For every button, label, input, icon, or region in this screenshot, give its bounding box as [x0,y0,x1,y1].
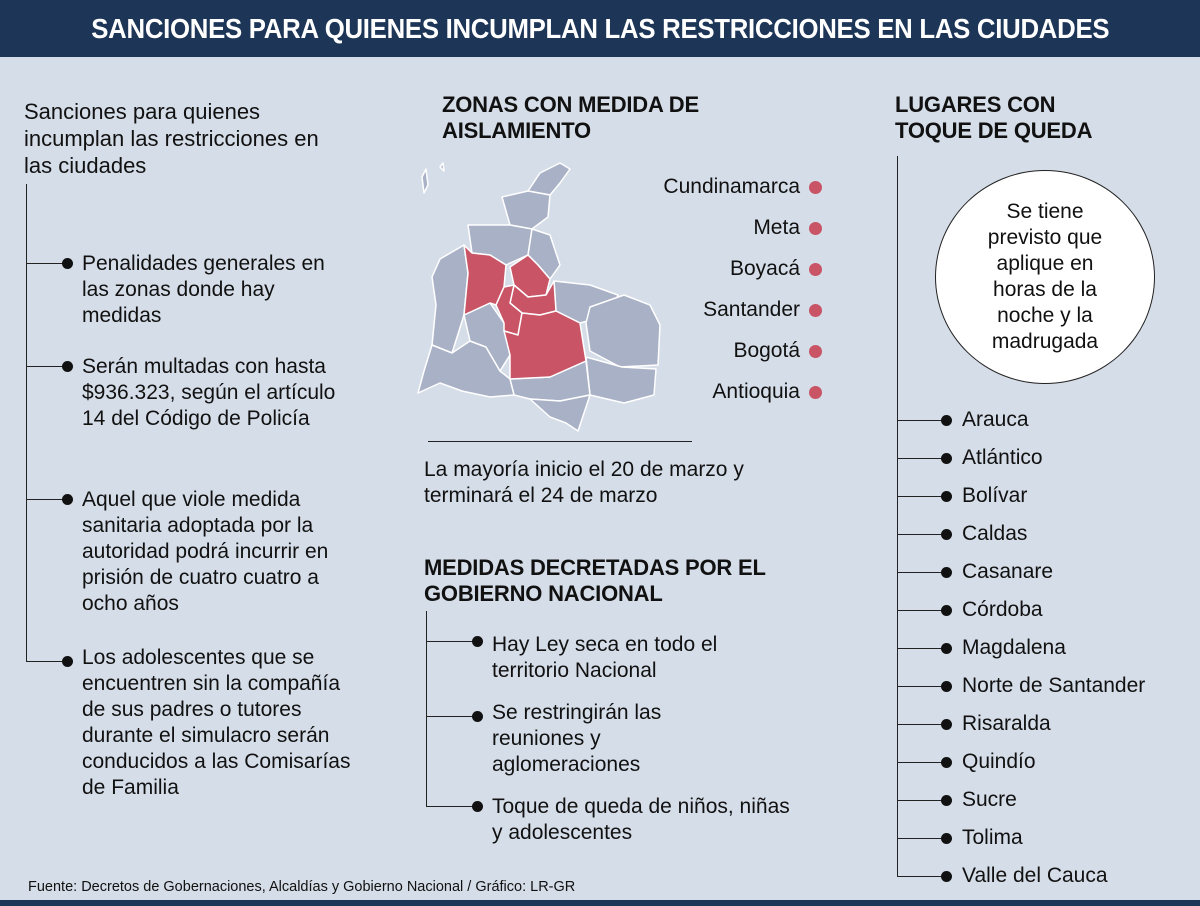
measure-item: Toque de queda de niños, niñas y adolescentes [492,795,790,844]
bullet-icon [941,719,952,730]
zone-dot-icon [809,222,822,235]
bullet-icon [472,711,483,722]
measure-item: Hay Ley seca en todo el territorio Nacional [492,633,718,682]
bullet-icon [941,833,952,844]
bullet-icon [941,415,952,426]
curfew-branch [897,420,947,421]
zone-label: Boyacá [729,257,800,280]
map-island [440,163,444,171]
bullet-icon [941,605,952,616]
curfew-place: Risaralda [962,712,1051,735]
sanction-item: Serán multadas con hasta $936.323, según el artículo 14 del Código de Policía [82,355,336,430]
left-branch [26,366,66,367]
zone-label: Meta [753,216,800,239]
curfew-place: Casanare [962,560,1054,583]
bullet-icon [941,491,952,502]
measures-branch [426,806,476,807]
curfew-branch [897,876,947,877]
left-branch [26,263,66,264]
curfew-branch [897,610,947,611]
bullet-icon [941,681,952,692]
page-header [0,0,1200,57]
zone-label: Santander [703,298,800,321]
bullet-icon [941,529,952,540]
map-region [586,295,660,367]
curfew-branch [897,724,947,725]
curfew-branch [897,648,947,649]
curfew-note: Se tiene previsto que aplique en horas de la noche y la madrugada [987,200,1103,353]
page-title: SANCIONES PARA QUIENES INCUMPLAN LAS RESTRICCIONES EN LAS CIUDADES [90,13,1110,44]
source-note: Fuente: Decretos de Gobernaciones, Alcaldías y Gobierno Nacional / Gráfico: LR-GR [28,879,576,895]
zone-dot-icon [809,181,822,194]
curfew-note-circle [935,170,1155,384]
bullet-icon [941,643,952,654]
bullet-icon [941,453,952,464]
curfew-place: Córdoba [962,598,1043,621]
measures-branch [426,641,476,642]
bullet-icon [941,871,952,882]
zone-dot-icon [809,304,822,317]
left-tree-line [26,184,27,662]
curfew-place: Valle del Cauca [962,864,1108,887]
zone-dot-icon [809,263,822,276]
curfew-branch [897,762,947,763]
measures-branch [426,716,476,717]
curfew-place: Quindío [962,750,1036,773]
zone-dot-icon [809,386,822,399]
map-region [528,163,570,195]
measure-item: Se restringirán las reuniones y aglomeraciones [492,701,662,776]
bullet-icon [472,801,483,812]
map-island [422,169,428,193]
curfew-place: Norte de Santander [962,674,1146,697]
colombia-map [410,155,700,435]
bullet-icon [941,795,952,806]
curfew-branch [897,534,947,535]
zone-dot-icon [809,345,822,358]
curfew-place: Caldas [962,522,1028,545]
curfew-place: Tolima [962,826,1023,849]
bullet-icon [62,258,73,269]
curfew-place: Magdalena [962,636,1066,659]
zone-label: Antioquia [712,380,800,403]
curfew-title: LUGARES CON TOQUE DE QUEDA [895,92,1093,143]
zones-title: ZONAS CON MEDIDA DE AISLAMIENTO [442,92,699,143]
zone-label: Bogotá [733,339,800,362]
curfew-branch [897,800,947,801]
map-region [502,191,550,229]
curfew-tree-line [897,156,898,876]
curfew-branch [897,496,947,497]
bottom-bar [0,900,1200,906]
map-divider [428,441,692,442]
zone-label: Cundinamarca [663,175,800,198]
bullet-icon [472,636,483,647]
left-branch [26,499,66,500]
curfew-branch [897,572,947,573]
bullet-icon [62,361,73,372]
bullet-icon [941,757,952,768]
curfew-branch [897,458,947,459]
left-intro: Sanciones para quienes incumplan las restricciones en las ciudades [24,99,319,178]
sanction-item: Los adolescentes que se encuentren sin la compañía de sus padres o tutores durante el simulacro serán conducidos a las Comisarías de Familia [82,646,351,799]
sanction-item: Penalidades generales en las zonas donde hay medidas [82,252,325,327]
sanction-item: Aquel que viole medida sanitaria adoptada por la autoridad podrá incurrir en prisión de cuatro cuatro a ocho años [82,488,329,615]
bullet-icon [941,567,952,578]
bullet-icon [62,656,73,667]
map-region [432,245,468,353]
map-region [530,395,590,431]
measures-title: MEDIDAS DECRETADAS POR EL GOBIERNO NACIONAL [424,555,766,606]
curfew-branch [897,838,947,839]
curfew-branch [897,686,947,687]
curfew-place: Arauca [962,408,1029,431]
curfew-place: Bolívar [962,484,1028,507]
left-branch [26,661,66,662]
zones-caption: La mayoría inicio el 20 de marzo y terminará el 24 de marzo [424,458,744,507]
curfew-place: Atlántico [962,446,1043,469]
bullet-icon [62,494,73,505]
curfew-place: Sucre [962,788,1017,811]
